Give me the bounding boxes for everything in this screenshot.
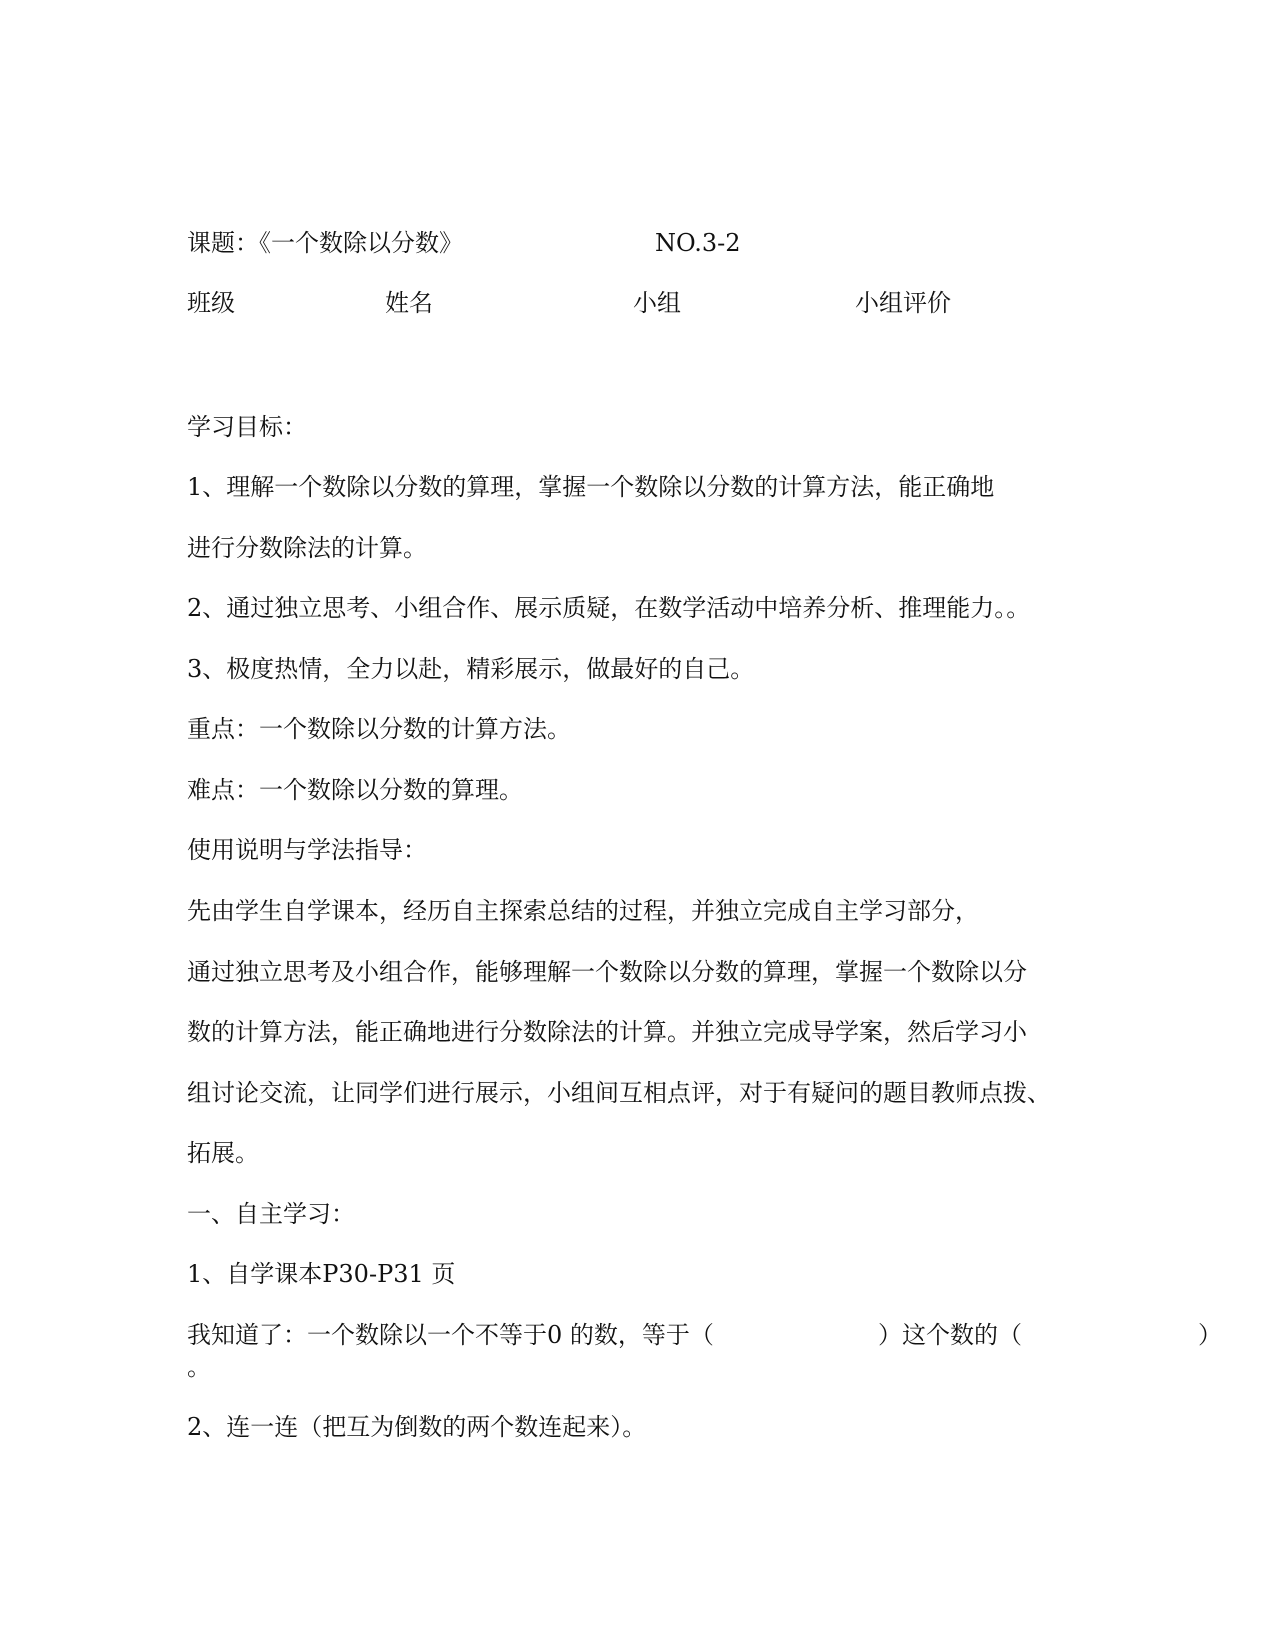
objective-1-line-2: 进行分数除法的计算。: [187, 534, 427, 562]
objective-2: 2、通过独立思考、小组合作、展示质疑，在数学活动中培养分析、推理能力。。: [187, 594, 1031, 622]
key-point: 重点：一个数除以分数的计算方法。: [187, 715, 571, 743]
fill-in-part-3: ）: [1198, 1321, 1222, 1349]
self-study-item-1: 1、自学课本P30-P31 页: [187, 1260, 456, 1288]
lesson-number: NO.3-2: [655, 229, 741, 257]
lesson-title: 课题：《一个数除以分数》: [187, 229, 463, 257]
group-eval-label: 小组评价: [855, 289, 951, 317]
guidance-line-2: 通过独立思考及小组合作，能够理解一个数除以分数的算理，掌握一个数除以分: [187, 958, 1027, 986]
guidance-line-3: 数的计算方法，能正确地进行分数除法的计算。并独立完成导学案，然后学习小: [187, 1018, 1027, 1046]
class-label: 班级: [187, 289, 235, 317]
fill-in-part-1: 我知道了：一个数除以一个不等于0 的数，等于（: [187, 1321, 714, 1349]
objectives-heading: 学习目标：: [187, 413, 307, 441]
guidance-line-4: 组讨论交流，让同学们进行展示，小组间互相点评，对于有疑问的题目教师点拨、: [187, 1079, 1051, 1107]
guidance-line-1: 先由学生自学课本，经历自主探索总结的过程，并独立完成自主学习部分，: [187, 897, 979, 925]
difficulty: 难点：一个数除以分数的算理。: [187, 776, 523, 804]
fill-in-part-2: ）这个数的（: [878, 1321, 1022, 1349]
objective-3: 3、极度热情，全力以赴，精彩展示，做最好的自己。: [187, 655, 755, 683]
self-study-item-2: 2、连一连（把互为倒数的两个数连起来）。: [187, 1413, 647, 1441]
name-label: 姓名: [385, 289, 433, 317]
guidance-line-5: 拓展。: [187, 1139, 259, 1167]
guidance-heading: 使用说明与学法指导：: [187, 836, 427, 864]
self-study-heading: 一、自主学习：: [187, 1200, 355, 1228]
objective-1-line-1: 1、理解一个数除以分数的算理，掌握一个数除以分数的计算方法，能正确地: [187, 473, 995, 501]
fill-in-end: 。: [187, 1353, 211, 1381]
group-label: 小组: [633, 289, 681, 317]
